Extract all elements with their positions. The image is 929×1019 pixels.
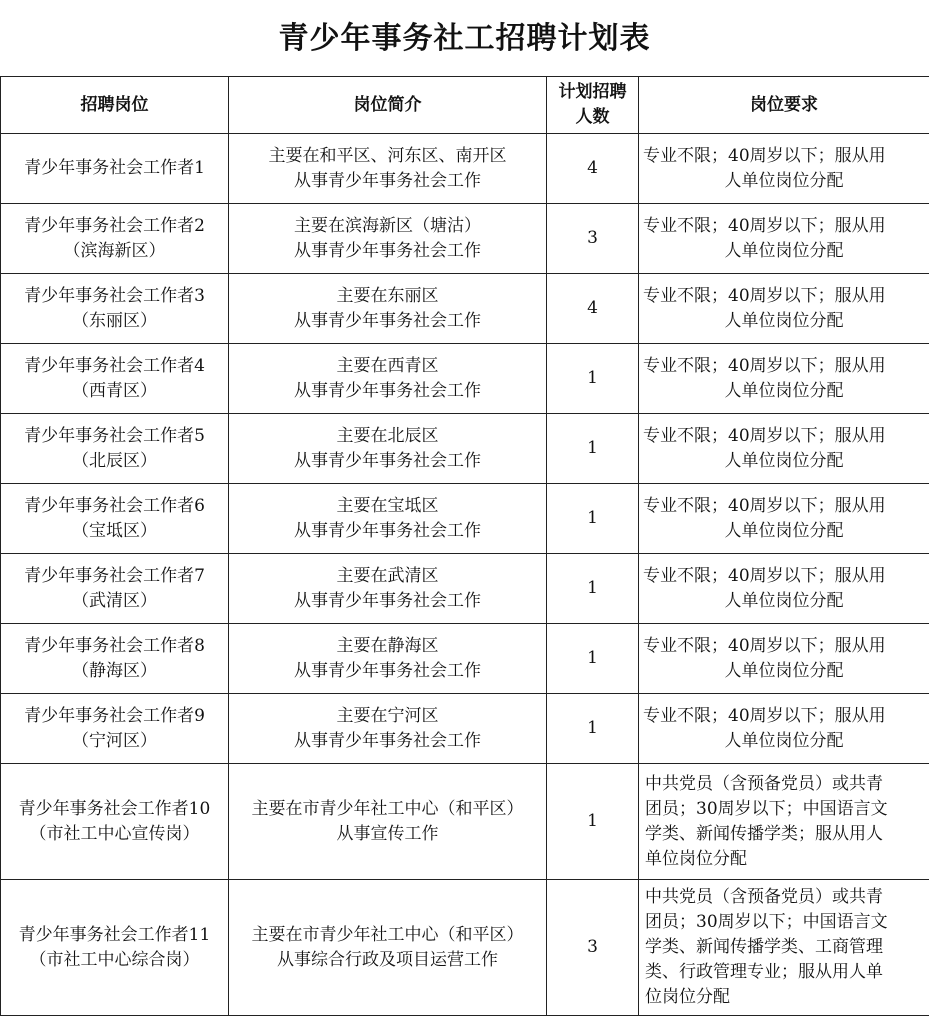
description-line1: 主要在西青区 <box>336 355 439 376</box>
requirement-line2: 人单位岗位分配 <box>724 450 844 471</box>
count-cell: 1 <box>547 624 639 694</box>
table-row <box>1 694 929 764</box>
position-cell <box>1 764 229 880</box>
description-line1: 主要在宁河区 <box>336 705 439 726</box>
position-name: 青少年事务社会工作者10 <box>18 798 211 819</box>
requirement-cell <box>639 344 929 414</box>
requirement-cell <box>639 134 929 204</box>
position-area: （东丽区） <box>72 310 157 331</box>
requirement-line2: 人单位岗位分配 <box>724 310 844 331</box>
position-name: 青少年事务社会工作者2 <box>24 215 205 236</box>
table-row <box>1 414 929 484</box>
requirement-line2: 人单位岗位分配 <box>724 660 844 681</box>
position-area: （市社工中心综合岗） <box>29 949 200 970</box>
requirement-line1: 专业不限；40周岁以下；服从用 <box>643 425 886 446</box>
header-requirement: 岗位要求 <box>639 77 929 134</box>
position-cell <box>1 414 229 484</box>
requirement-cell <box>639 414 929 484</box>
count-cell: 1 <box>547 554 639 624</box>
position-cell <box>1 880 229 1016</box>
position-cell <box>1 274 229 344</box>
position-cell <box>1 484 229 554</box>
description-line2: 从事青少年事务社会工作 <box>294 170 481 191</box>
description-cell <box>229 624 547 694</box>
description-cell <box>229 134 547 204</box>
header-count-line1: 计划招聘 <box>558 82 627 102</box>
requirement-line: 位岗位分配 <box>645 987 730 1007</box>
requirement-cell <box>639 204 929 274</box>
table-row <box>1 134 929 204</box>
description-line2: 从事青少年事务社会工作 <box>294 240 481 261</box>
position-cell <box>1 344 229 414</box>
header-count-line2: 人数 <box>575 107 610 127</box>
table-row <box>1 274 929 344</box>
position-name: 青少年事务社会工作者5 <box>24 425 205 446</box>
requirement-line: 学类、新闻传播学类；服从用人 <box>645 823 883 844</box>
description-cell <box>229 274 547 344</box>
position-name: 青少年事务社会工作者7 <box>24 565 205 586</box>
description-line2: 从事青少年事务社会工作 <box>294 660 481 681</box>
count-cell: 3 <box>547 204 639 274</box>
requirement-cell <box>639 694 929 764</box>
requirement-cell <box>639 554 929 624</box>
description-line1: 主要在和平区、河东区、南开区 <box>268 145 507 166</box>
position-name: 青少年事务社会工作者6 <box>24 495 205 516</box>
position-area: （北辰区） <box>72 450 157 471</box>
description-line1: 主要在北辰区 <box>336 425 439 446</box>
description-cell <box>229 414 547 484</box>
description-cell <box>229 694 547 764</box>
requirement-cell <box>639 274 929 344</box>
count-cell: 1 <box>547 694 639 764</box>
description-line2: 从事青少年事务社会工作 <box>294 380 481 401</box>
requirement-line: 中共党员（含预备党员）或共青 <box>645 773 883 794</box>
position-cell <box>1 134 229 204</box>
position-cell <box>1 204 229 274</box>
position-name: 青少年事务社会工作者3 <box>24 285 205 306</box>
description-cell <box>229 344 547 414</box>
requirement-cell <box>639 880 929 1016</box>
requirement-line: 团员；30周岁以下；中国语言文 <box>645 912 888 932</box>
position-cell <box>1 624 229 694</box>
table-row <box>1 624 929 694</box>
position-area: （滨海新区） <box>63 240 166 261</box>
requirement-line1: 专业不限；40周岁以下；服从用 <box>643 635 886 656</box>
description-cell <box>229 204 547 274</box>
requirement-cell <box>639 624 929 694</box>
position-name: 青少年事务社会工作者1 <box>24 158 205 178</box>
requirement-line: 团员；30周岁以下；中国语言文 <box>645 798 888 819</box>
requirement-line1: 专业不限；40周岁以下；服从用 <box>643 495 886 516</box>
table-row <box>1 204 929 274</box>
requirement-line1: 专业不限；40周岁以下；服从用 <box>643 215 886 236</box>
requirement-line2: 人单位岗位分配 <box>724 520 844 541</box>
description-line2: 从事青少年事务社会工作 <box>294 730 481 751</box>
description-line1: 主要在市青少年社工中心（和平区） <box>251 798 524 819</box>
position-area: （武清区） <box>72 590 157 611</box>
requirement-line1: 专业不限；40周岁以下；服从用 <box>643 145 886 166</box>
requirement-line2: 人单位岗位分配 <box>724 170 844 191</box>
position-cell <box>1 554 229 624</box>
header-description: 岗位简介 <box>229 77 547 134</box>
requirement-line1: 专业不限；40周岁以下；服从用 <box>643 705 886 726</box>
position-area: （宝坻区） <box>72 520 157 541</box>
requirement-line1: 专业不限；40周岁以下；服从用 <box>643 355 886 376</box>
table-row <box>1 764 929 880</box>
table-header-row <box>1 77 929 134</box>
description-cell <box>229 484 547 554</box>
requirement-line2: 人单位岗位分配 <box>724 240 844 261</box>
requirement-line: 中共党员（含预备党员）或共青 <box>645 887 883 907</box>
position-area: （市社工中心宣传岗） <box>29 823 200 844</box>
requirement-line2: 人单位岗位分配 <box>724 380 844 401</box>
requirement-line2: 人单位岗位分配 <box>724 590 844 611</box>
position-cell <box>1 694 229 764</box>
position-name: 青少年事务社会工作者8 <box>24 635 205 656</box>
table-row <box>1 484 929 554</box>
requirement-cell <box>639 764 929 880</box>
description-line2: 从事青少年事务社会工作 <box>294 310 481 331</box>
count-cell: 1 <box>547 484 639 554</box>
position-name: 青少年事务社会工作者4 <box>24 355 205 376</box>
requirement-line2: 人单位岗位分配 <box>724 730 844 751</box>
description-line2: 从事青少年事务社会工作 <box>294 520 481 541</box>
table-row <box>1 880 929 1016</box>
description-cell <box>229 880 547 1016</box>
count-cell: 1 <box>547 414 639 484</box>
description-line1: 主要在东丽区 <box>336 285 439 306</box>
count-cell: 1 <box>547 344 639 414</box>
requirement-line: 单位岗位分配 <box>645 848 747 869</box>
description-line2: 从事青少年事务社会工作 <box>294 450 481 471</box>
description-line2: 从事青少年事务社会工作 <box>294 590 481 611</box>
header-position: 招聘岗位 <box>1 77 229 134</box>
position-area: （静海区） <box>72 660 157 681</box>
count-cell: 1 <box>547 764 639 880</box>
position-name: 青少年事务社会工作者9 <box>24 705 205 726</box>
requirement-line1: 专业不限；40周岁以下；服从用 <box>643 285 886 306</box>
description-cell <box>229 764 547 880</box>
description-line1: 主要在滨海新区（塘沽） <box>294 215 481 236</box>
description-line1: 主要在武清区 <box>336 565 439 586</box>
position-area: （西青区） <box>72 380 157 401</box>
description-line2: 从事综合行政及项目运营工作 <box>277 949 498 970</box>
table-row <box>1 344 929 414</box>
recruitment-plan-table <box>0 76 929 1016</box>
description-line2: 从事宣传工作 <box>336 823 439 844</box>
table-row <box>1 554 929 624</box>
description-line1: 主要在静海区 <box>336 635 439 656</box>
position-name: 青少年事务社会工作者11 <box>18 924 211 945</box>
requirement-line1: 专业不限；40周岁以下；服从用 <box>643 565 886 586</box>
description-cell <box>229 554 547 624</box>
description-line1: 主要在宝坻区 <box>336 495 439 516</box>
requirement-cell <box>639 484 929 554</box>
header-count <box>547 77 639 134</box>
count-cell: 4 <box>547 134 639 204</box>
description-line1: 主要在市青少年社工中心（和平区） <box>251 924 524 945</box>
requirement-line: 类、行政管理专业；服从用人单 <box>645 962 883 982</box>
requirement-line: 学类、新闻传播学类、工商管理 <box>645 937 883 957</box>
page-title: 青少年事务社工招聘计划表 <box>278 21 651 56</box>
count-cell: 3 <box>547 880 639 1016</box>
position-area: （宁河区） <box>72 730 157 751</box>
count-cell: 4 <box>547 274 639 344</box>
